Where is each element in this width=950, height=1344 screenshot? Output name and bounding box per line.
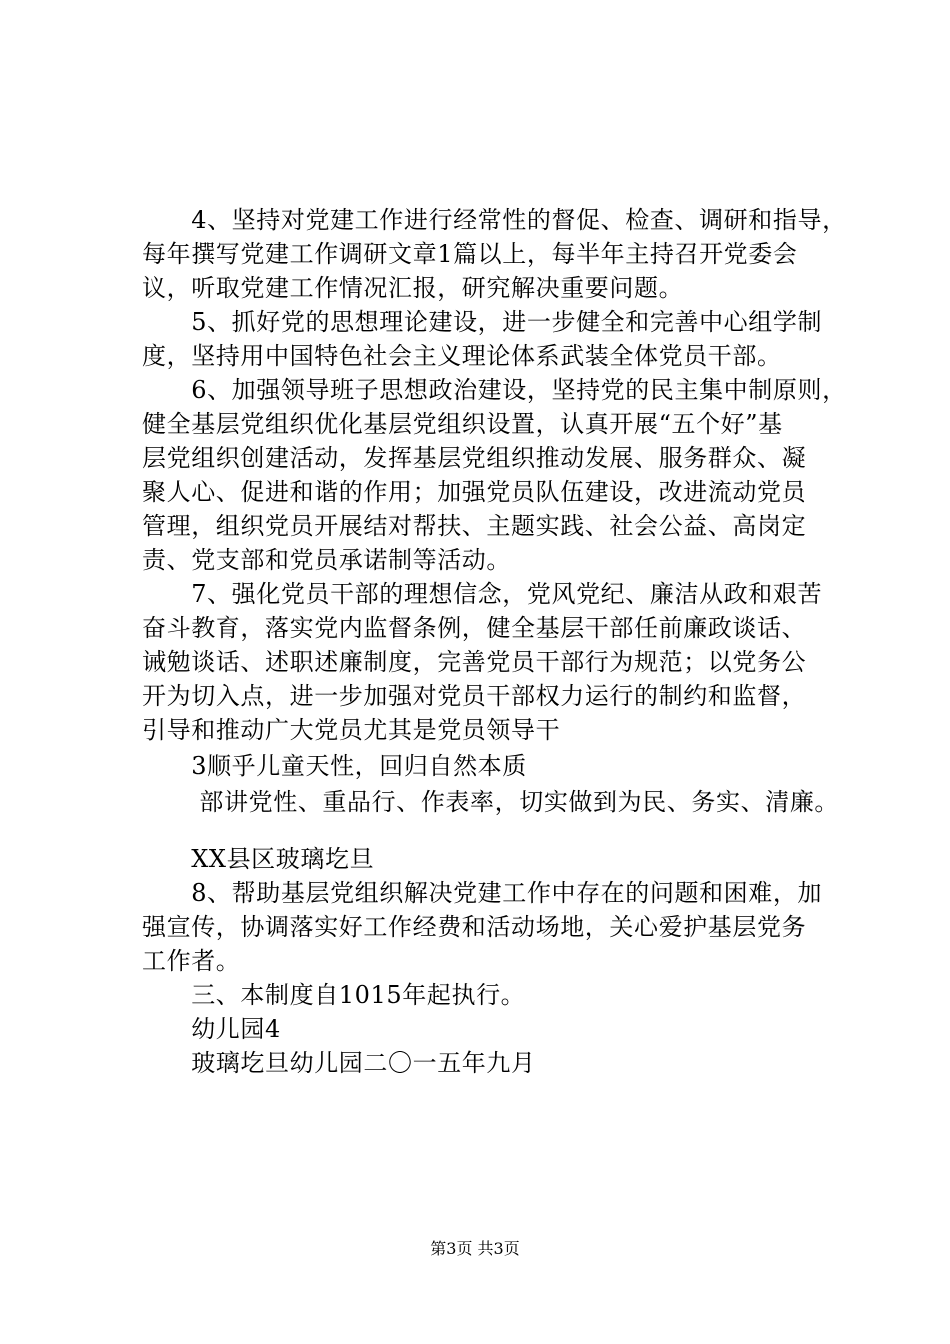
paragraph-6-line-5: 管理，组织党员开展结对帮扶、主题实践、社会公益、高岗定 [142, 512, 807, 540]
paragraph-6-line-6: 责、党支部和党员承诺制等活动。 [142, 546, 511, 574]
inserted-heading: 3顺乎儿童天性，回归自然本质 [142, 752, 527, 780]
paragraph-7-line-5: 引导和推动广大党员尤其是党员领导干 [142, 716, 561, 744]
page-footer: 第3页 共3页 [430, 1239, 520, 1258]
district-label: XX县区玻璃圪旦 [142, 845, 375, 873]
paragraph-4-line-1: 4、坚持对党建工作进行经常性的督促、检查、调研和指导， [142, 206, 847, 234]
paragraph-8-line-1: 8、帮助基层党组织解决党建工作中存在的问题和困难，加 [142, 879, 823, 907]
paragraph-8-line-2: 强宣传，协调落实好工作经费和活动场地，关心爱护基层党务 [142, 913, 807, 941]
paragraph-7-continuation: 部讲党性、重品行、作表率，切实做到为民、务实、清廉。 [142, 788, 840, 816]
paragraph-4-line-3: 议，听取党建工作情况汇报，研究解决重要问题。 [142, 274, 684, 302]
kindergarten-label: 幼儿园4 [142, 1015, 281, 1043]
paragraph-5-line-2: 度，坚持用中国特色社会主义理论体系武装全体党员干部。 [142, 342, 782, 370]
paragraph-7-line-2: 奋斗教育，落实党内监督条例，健全基层干部任前廉政谈话、 [142, 614, 807, 642]
paragraph-6-line-2: 健全基层党组织优化基层党组织设置，认真开展“五个好”基 [142, 410, 783, 438]
paragraph-4-line-2: 每年撰写党建工作调研文章1篇以上，每半年主持召开党委会 [142, 240, 798, 268]
paragraph-6-line-3: 层党组织创建活动，发挥基层党组织推动发展、服务群众、凝 [142, 444, 807, 472]
paragraph-8-line-3: 工作者。 [142, 947, 241, 975]
effective-date-clause: 三、本制度自1015年起执行。 [142, 981, 526, 1009]
signature-date: 玻璃圪旦幼儿园二〇一五年九月 [142, 1049, 536, 1077]
paragraph-6-line-1: 6、加强领导班子思想政治建设，坚持党的民主集中制原则， [142, 376, 847, 404]
paragraph-7-line-4: 开为切入点，进一步加强对党员干部权力运行的制约和监督， [142, 682, 807, 710]
paragraph-6-line-4: 聚人心、促进和谐的作用；加强党员队伍建设，改进流动党员 [142, 478, 807, 506]
paragraph-7-line-3: 诫勉谈话、述职述廉制度，完善党员干部行为规范；以党务公 [142, 648, 807, 676]
paragraph-7-line-1: 7、强化党员干部的理想信念，党风党纪、廉洁从政和艰苦 [142, 580, 823, 608]
paragraph-5-line-1: 5、抓好党的思想理论建设，进一步健全和完善中心组学制 [142, 308, 823, 336]
